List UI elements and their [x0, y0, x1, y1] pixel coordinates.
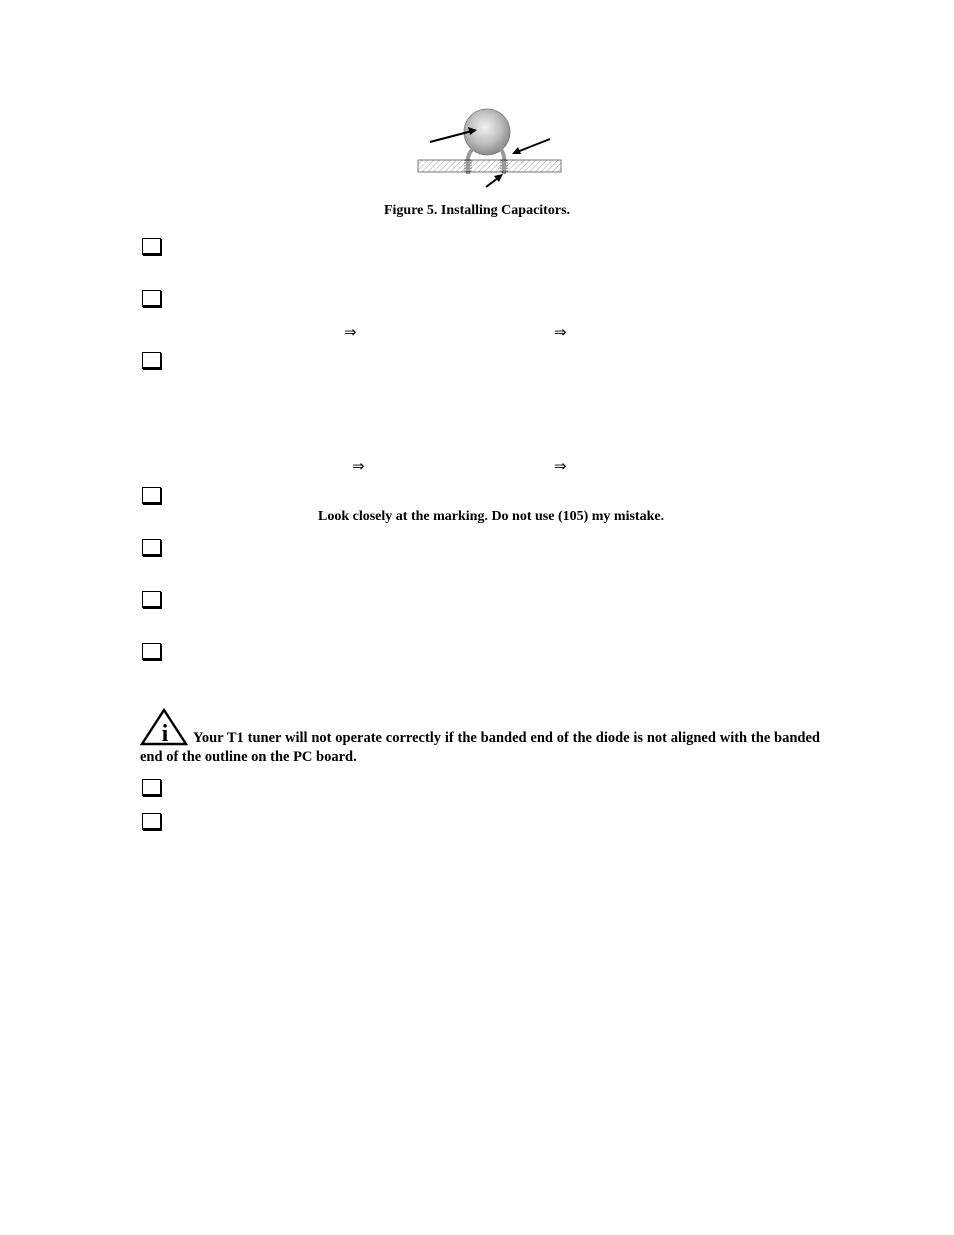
step-checkbox[interactable] — [142, 290, 161, 307]
step-checkbox[interactable] — [142, 643, 161, 660]
marking-note: Look closely at the marking. Do not use (105) my mistake. — [318, 509, 665, 524]
step-checkbox[interactable] — [142, 813, 161, 830]
pointer-arrow-solder — [486, 178, 498, 187]
svg-text:i: i — [161, 721, 169, 746]
step-checkbox[interactable] — [142, 352, 161, 369]
capacitor-figure — [414, 106, 566, 192]
step-checkbox[interactable] — [142, 238, 161, 255]
warning-text: Your T1 tuner will not operate correctly if the banded end of the diode is not aligned with the banded end of the outline on the PC board. — [140, 730, 820, 765]
step-checkbox[interactable] — [142, 487, 161, 504]
implies-arrow-icon: ⇒ — [554, 457, 567, 475]
implies-arrow-icon: ⇒ — [352, 457, 365, 475]
figure-caption: Figure 5. Installing Capacitors. — [383, 203, 571, 218]
step-checkbox[interactable] — [142, 591, 161, 608]
step-checkbox[interactable] — [142, 539, 161, 556]
step-checkbox[interactable] — [142, 779, 161, 796]
implies-arrow-icon: ⇒ — [554, 323, 567, 341]
implies-arrow-icon: ⇒ — [344, 323, 357, 341]
pointer-arrow-lead — [517, 139, 550, 152]
pc-board — [418, 160, 561, 172]
